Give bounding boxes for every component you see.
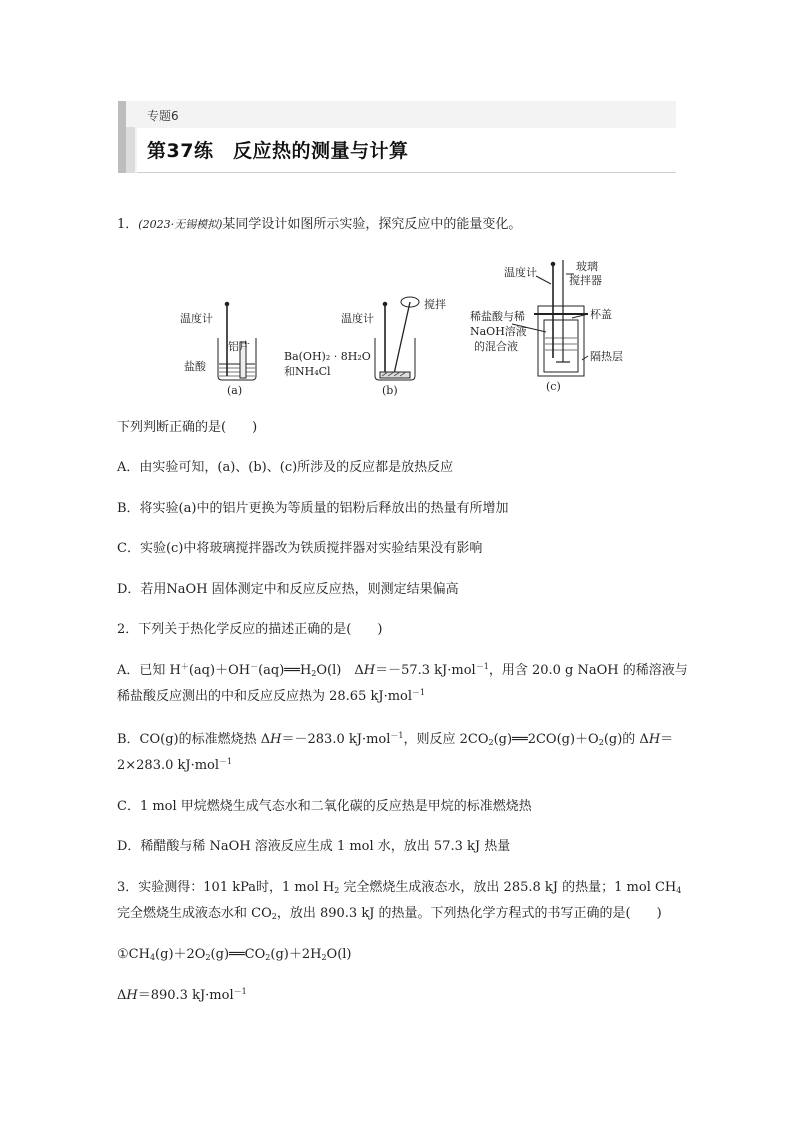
q3-stem-line1: 3．实验测得：101 kPa时，1 mol $H_2$ 完全燃烧生成液态水，放出 285.8 kJ 的热量；1 mol $CH_4$ bbox=[117, 880, 682, 895]
label-thermometer-c: 温度计 bbox=[504, 266, 537, 279]
label-stir: 搅拌 bbox=[424, 298, 446, 311]
label-thermometer-a: 温度计 bbox=[180, 312, 213, 325]
caption-b: (b) bbox=[382, 384, 398, 397]
q1-figure bbox=[170, 258, 630, 398]
q2-option-b-line1: B．CO(g)的标准燃烧热 ΔH＝－283.0 kJ·mol$^{-1}$，则反应 $2CO_2(g)══2CO(g)+O_2(g)$的 ΔH＝ bbox=[117, 731, 674, 747]
label-reagent-2: 和NH₄Cl bbox=[284, 365, 331, 378]
q2-option-c: C．1 mol 甲烷燃烧生成气态水和二氧化碳的反应热是甲烷的标准燃烧热 bbox=[117, 799, 532, 814]
q1-source: (2023·无锡模拟) bbox=[138, 218, 223, 231]
q2-option-d: D．稀醋酸与稀 NaOH 溶液反应生成 1 mol 水，放出 57.3 kJ 热量 bbox=[117, 839, 511, 854]
q3-equation-1: $①CH_4(g)+2O_2(g)══CO_2(g)+2H_2O(l)$ bbox=[117, 947, 352, 962]
section-header bbox=[118, 101, 676, 173]
inner-beaker bbox=[544, 320, 578, 372]
header-accent-bar bbox=[118, 101, 126, 173]
q1-option-b: B．将实验(a)中的铝片更换为等质量的铝粉后释放出的热量有所增加 bbox=[117, 501, 509, 516]
label-mix-1: 稀盐酸与稀 bbox=[470, 310, 525, 323]
label-lid: 杯盖 bbox=[590, 308, 612, 321]
q3-stem-line2: 完全燃烧生成液态水和 $CO_2$，放出 890.3 kJ 的热量。下列热化学方程式的书写正确的是( ) bbox=[117, 906, 662, 921]
page-title bbox=[147, 136, 408, 163]
header-accent-bar-2 bbox=[126, 127, 135, 173]
apparatus-diagram bbox=[170, 258, 630, 398]
title-text: 反应热的测量与计算 bbox=[232, 140, 409, 162]
q2-option-b-line2: 2×283.0 kJ·mol$^{-1}$ bbox=[117, 757, 233, 773]
q2-option-a-line1: A．已知 $H^+(aq)+OH^-(aq)══H_2O(l)$ ΔH＝－57.3 kJ·mol$^{-1}$，用含 20.0 g NaOH 的稀溶液与 bbox=[117, 662, 688, 678]
q1-stem bbox=[117, 216, 521, 234]
label-thermometer-b: 温度计 bbox=[341, 312, 374, 325]
header-underline bbox=[137, 172, 676, 173]
q1-option-d: D．若用NaOH 固体测定中和反应反应热，则测定结果偏高 bbox=[117, 582, 459, 597]
q1-option-a: A．由实验可知，(a)、(b)、(c)所涉及的反应都是放热反应 bbox=[117, 460, 454, 475]
q2-option-a-line2: 稀盐酸反应测出的中和反应反应热为 28.65 kJ·mol$^{-1}$ bbox=[117, 688, 426, 704]
q1-stem-text: 某同学设计如图所示实验，探究反应中的能量变化。 bbox=[222, 217, 522, 232]
label-insulation: 隔热层 bbox=[590, 350, 623, 363]
caption-a: (a) bbox=[227, 384, 243, 397]
q1-number: 1． bbox=[117, 217, 139, 232]
q3-enthalpy-1: ΔH＝890.3 kJ·mol$^{-1}$ bbox=[117, 987, 247, 1003]
label-stirrer: 搅拌器 bbox=[569, 274, 602, 287]
header-subtitle: 专题6 bbox=[147, 109, 179, 123]
label-reagent-1: Ba(OH)₂ · 8H₂O bbox=[284, 350, 371, 363]
stir-rod-b bbox=[394, 302, 410, 374]
q2-stem: 2．下列关于热化学反应的描述正确的是( ) bbox=[117, 622, 383, 637]
label-acid: 盐酸 bbox=[184, 360, 206, 373]
label-mix-2: NaOH溶液 bbox=[470, 325, 527, 338]
label-mix-3: 的混合液 bbox=[474, 340, 518, 353]
q1-option-c: C．实验(c)中将玻璃搅拌器改为铁质搅拌器对实验结果没有影响 bbox=[117, 541, 483, 556]
q1-prompt: 下列判断正确的是( ) bbox=[117, 420, 258, 435]
label-foil: 铝片 bbox=[228, 340, 250, 353]
title-number: 第37练 bbox=[147, 140, 214, 162]
caption-c: (c) bbox=[546, 380, 561, 393]
label-glass: 玻璃 bbox=[576, 260, 598, 273]
